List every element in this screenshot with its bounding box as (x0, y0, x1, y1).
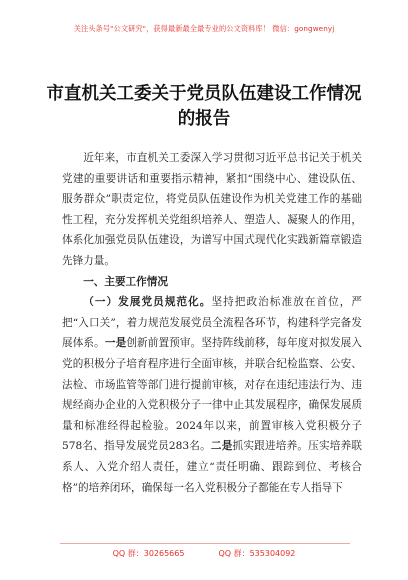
paragraph-1-text-c: 抓实跟进培养。压实培养联系人、入党介绍人责任，建立“责任明确、跟踪到位、考核合格”的培养闭环，确保每一名入党积极分子都能在专人指导下 (62, 440, 363, 494)
footer-qq-group-1: QQ 群：30265665 (112, 549, 185, 558)
title-line-2: 的报告 (177, 109, 231, 129)
footer-qq-group-2: QQ 群：535304092 (218, 549, 296, 558)
footer (0, 548, 408, 559)
footer-divider (60, 543, 350, 544)
section-heading: 一、主要工作情况 (83, 275, 168, 288)
emphasis-first: 一是 (104, 337, 127, 350)
document-body (62, 148, 362, 498)
header-note: 关注头条号"公文研究"，获得最新最全最专业的公文资料库！ 微信：gongwenyj (73, 24, 335, 33)
paragraph-1 (62, 292, 362, 498)
sub-heading-1: （一）发展党员规范化。 (83, 296, 212, 309)
intro-paragraph: 近年来，市直机关工委深入学习贯彻习近平总书记关于机关党建的重要讲话和重要指示精神，紧扣“围绕中心、建设队伍、服务群众”职责定位，将党员队伍建设作为机关党建工作的基础性工程，充分发挥机关党组织培养人、塑造人、凝聚人的作用，体系化加强党员队伍建设，为谱写中国式现代化实践新篇章锻造先锋力量。 (62, 152, 362, 267)
page-title (0, 82, 408, 132)
emphasis-second: 二是 (210, 440, 233, 453)
paragraph-1-text-a: 坚持把政治标准放在首位，严把“入口关”，着力规范发展党员全流程各环节，构建科学完备发展体系。 (62, 296, 363, 350)
title-line-1: 市直机关工委关于党员队伍建设工作情况 (46, 84, 362, 104)
paragraph-1-text-b: 创新前置预审。坚持阵线前移，每年度对拟发展入党的积极分子培育程序进行全面审核，并联合纪检监察、公安、法检、市场监管等部门进行提前审核，对存在违纪违法行为、违规经商办企业的入党积极分子一律中止其发展程序，确保发展质量和标准经得起检验。2024年以来，前置审核入党积极分子578名、指导发展党员283名。 (62, 337, 362, 453)
